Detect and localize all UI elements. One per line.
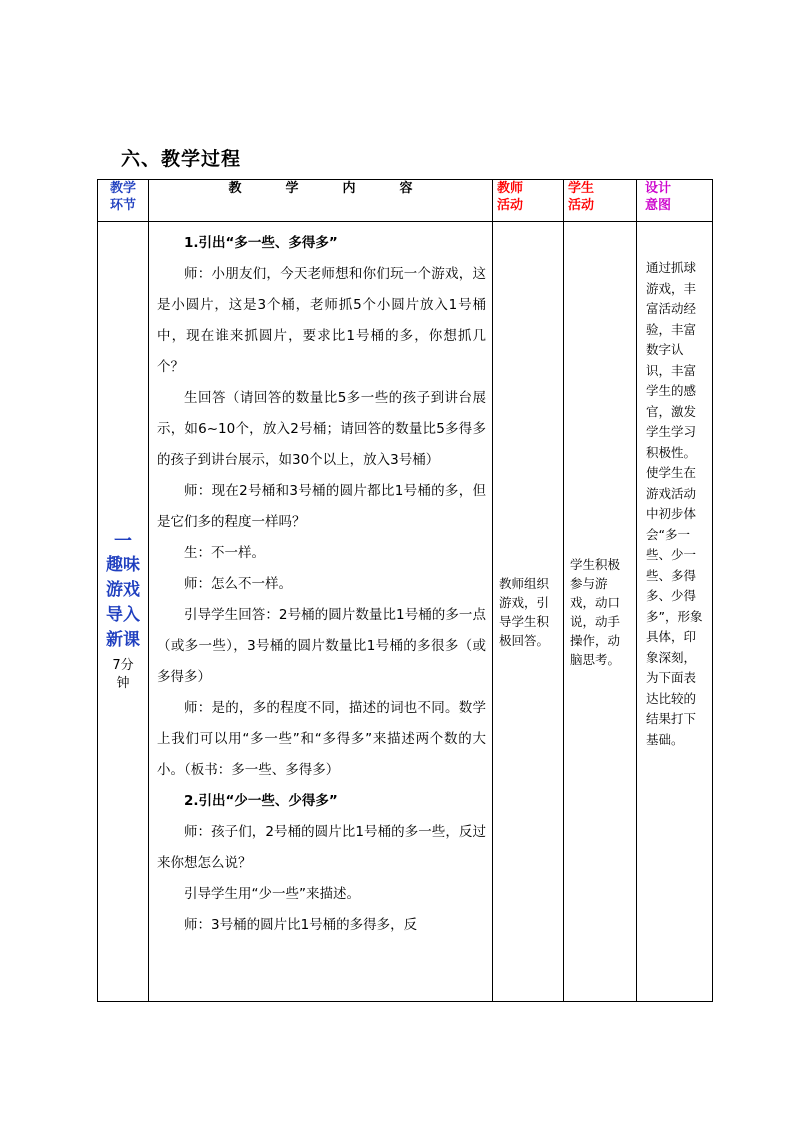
- content-subheading: 1.引出“多一些、多得多”: [184, 235, 338, 251]
- header-content: 教 学 内 容: [149, 180, 493, 222]
- teacher-activity-text: 教师组织游戏，引导学生积极回答。: [499, 575, 550, 648]
- content-cell: [149, 222, 493, 1002]
- stage-name-line1: 趣味游戏: [106, 554, 140, 600]
- content-subheading: 2.引出“少一些、少得多”: [184, 793, 338, 809]
- content-paragraph: 师：怎么不一样。: [184, 576, 292, 592]
- content-paragraph: 师：是的，多的程度不同，描述的词也不同。数学上我们可以用“多一些”和“多得多”来描述两个数的大小。（板书：多一些、多得多）: [157, 700, 486, 778]
- content-paragraph: 生：不一样。: [184, 545, 265, 561]
- header-teacher-activity: 教师 活动: [493, 180, 564, 222]
- content-paragraphs: [157, 228, 486, 941]
- teacher-activity-cell: [493, 222, 564, 1002]
- content-paragraph: 引导学生回答：2号桶的圆片数量比1号桶的多一点（或多一些），3号桶的圆片数量比1号桶的多很多（或多得多）: [157, 607, 486, 685]
- design-intent-cell: [637, 222, 713, 1002]
- stage-cell: [98, 222, 149, 1002]
- content-paragraph: 师：小朋友们，今天老师想和你们玩一个游戏，这是小圆片，这是3个桶，老师抓5个小圆片放入1号桶中，现在谁来抓圆片，要求比1号桶的多，你想抓几个？: [157, 266, 486, 375]
- content-paragraph: 生回答（请回答的数量比5多一些的孩子到讲台展示，如6~10个，放入2号桶；请回答的数量比5多得多的孩子到讲台展示，如30个以上，放入3号桶）: [157, 390, 486, 468]
- design-intent-text: 通过抓球游戏，丰富活动经验，丰富数字认识，丰富学生的感官，激发学生学习积极性。使学生在游戏活动中初步体会“多一些、少一些、多得多、少得多”，形象具体，印象深刻，为下面表达比较的结果打下基础。: [646, 260, 703, 747]
- header-stage: 教学 环节: [98, 180, 149, 222]
- table-row: [98, 222, 713, 1002]
- stage-name-line2: 导入新课: [106, 604, 140, 650]
- teaching-process-table: [97, 179, 713, 1002]
- stage-time: 7分钟: [112, 657, 134, 691]
- section-title: 六、教学过程: [121, 148, 242, 170]
- content-paragraph: 师：3号桶的圆片比1号桶的多得多，反: [184, 917, 418, 933]
- header-student-activity: 学生 活动: [564, 180, 637, 222]
- content-paragraph: 引导学生用“少一些”来描述。: [184, 886, 360, 902]
- student-activity-text: 学生积极参与游戏，动口说，动手操作，动脑思考。: [570, 556, 621, 667]
- content-paragraph: 师：现在2号桶和3号桶的圆片都比1号桶的多，但是它们多的程度一样吗？: [157, 483, 486, 530]
- content-paragraph: 师：孩子们，2号桶的圆片比1号桶的多一些，反过来你想怎么说？: [157, 824, 486, 871]
- stage-number: 一: [114, 530, 132, 552]
- header-design-intent: 设计 意图: [637, 180, 713, 222]
- header-row: [98, 180, 713, 222]
- student-activity-cell: [564, 222, 637, 1002]
